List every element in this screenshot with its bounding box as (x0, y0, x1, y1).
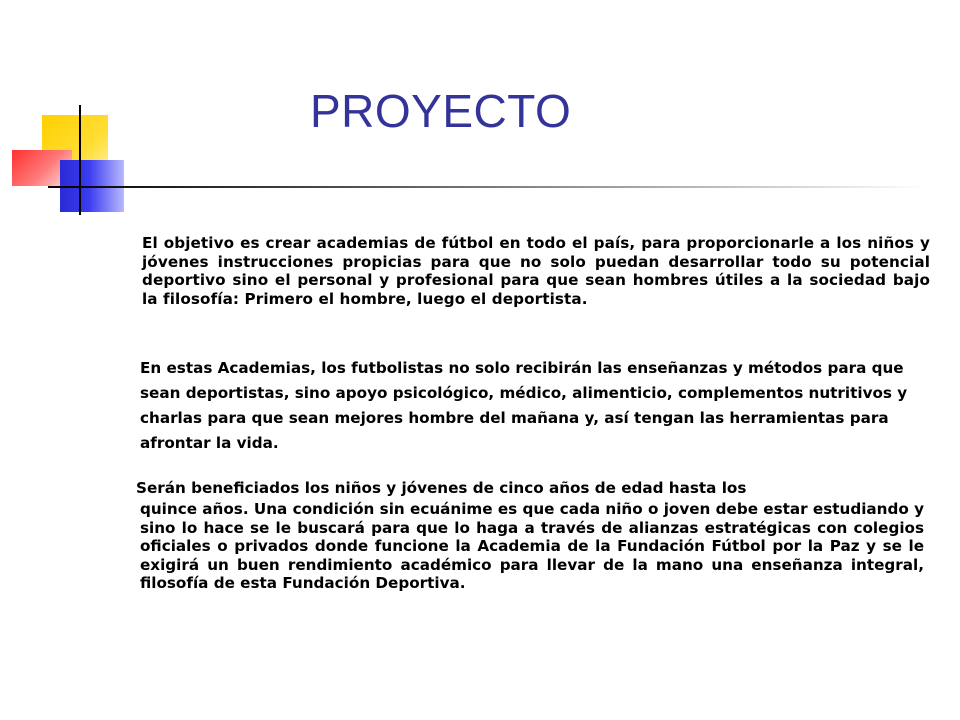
slide-title: PROYECTO (310, 85, 572, 137)
decorative-vertical-line (79, 105, 81, 215)
paragraph-beneficiaries (136, 476, 924, 593)
paragraph-academies: En estas Academias, los futbolistas no solo recibirán las enseñanzas y métodos para que sean deportistas, sino apoyo psicológico, médico, alimenticio, complementos nutritivos y charlas para que sean mejores hombre del mañana y, así tengan las herramientas para afrontar la vida. (140, 359, 908, 452)
paragraph-objective: El objetivo es crear academias de fútbol en todo el país, para proporcionarle a los niños y jóvenes instrucciones propicias para que no solo puedan desarrollar todo su potencial deportivo sino el personal y profesional para que sean hombres útiles a la sociedad bajo la filosofía: Primero el hombre, luego el deportista. (142, 234, 930, 308)
paragraph-beneficiaries-lead: Serán beneficiados los niños y jóvenes de cinco años de edad hasta los (136, 479, 747, 497)
title-underline-rule (48, 186, 928, 188)
paragraph-beneficiaries-rest: quince años. Una condición sin ecuánime es que cada niño o joven debe estar estudiando y sino lo hace se le buscará para que lo haga a través de alianzas estratégicas con colegios oficiales o privados donde funcione la Academia de la Fundación Fútbol por la Paz y se le exigirá un buen rendimiento académico para llevar de la mano una enseñanza integral, filosofía de esta Fundación Deportiva. (140, 500, 924, 592)
